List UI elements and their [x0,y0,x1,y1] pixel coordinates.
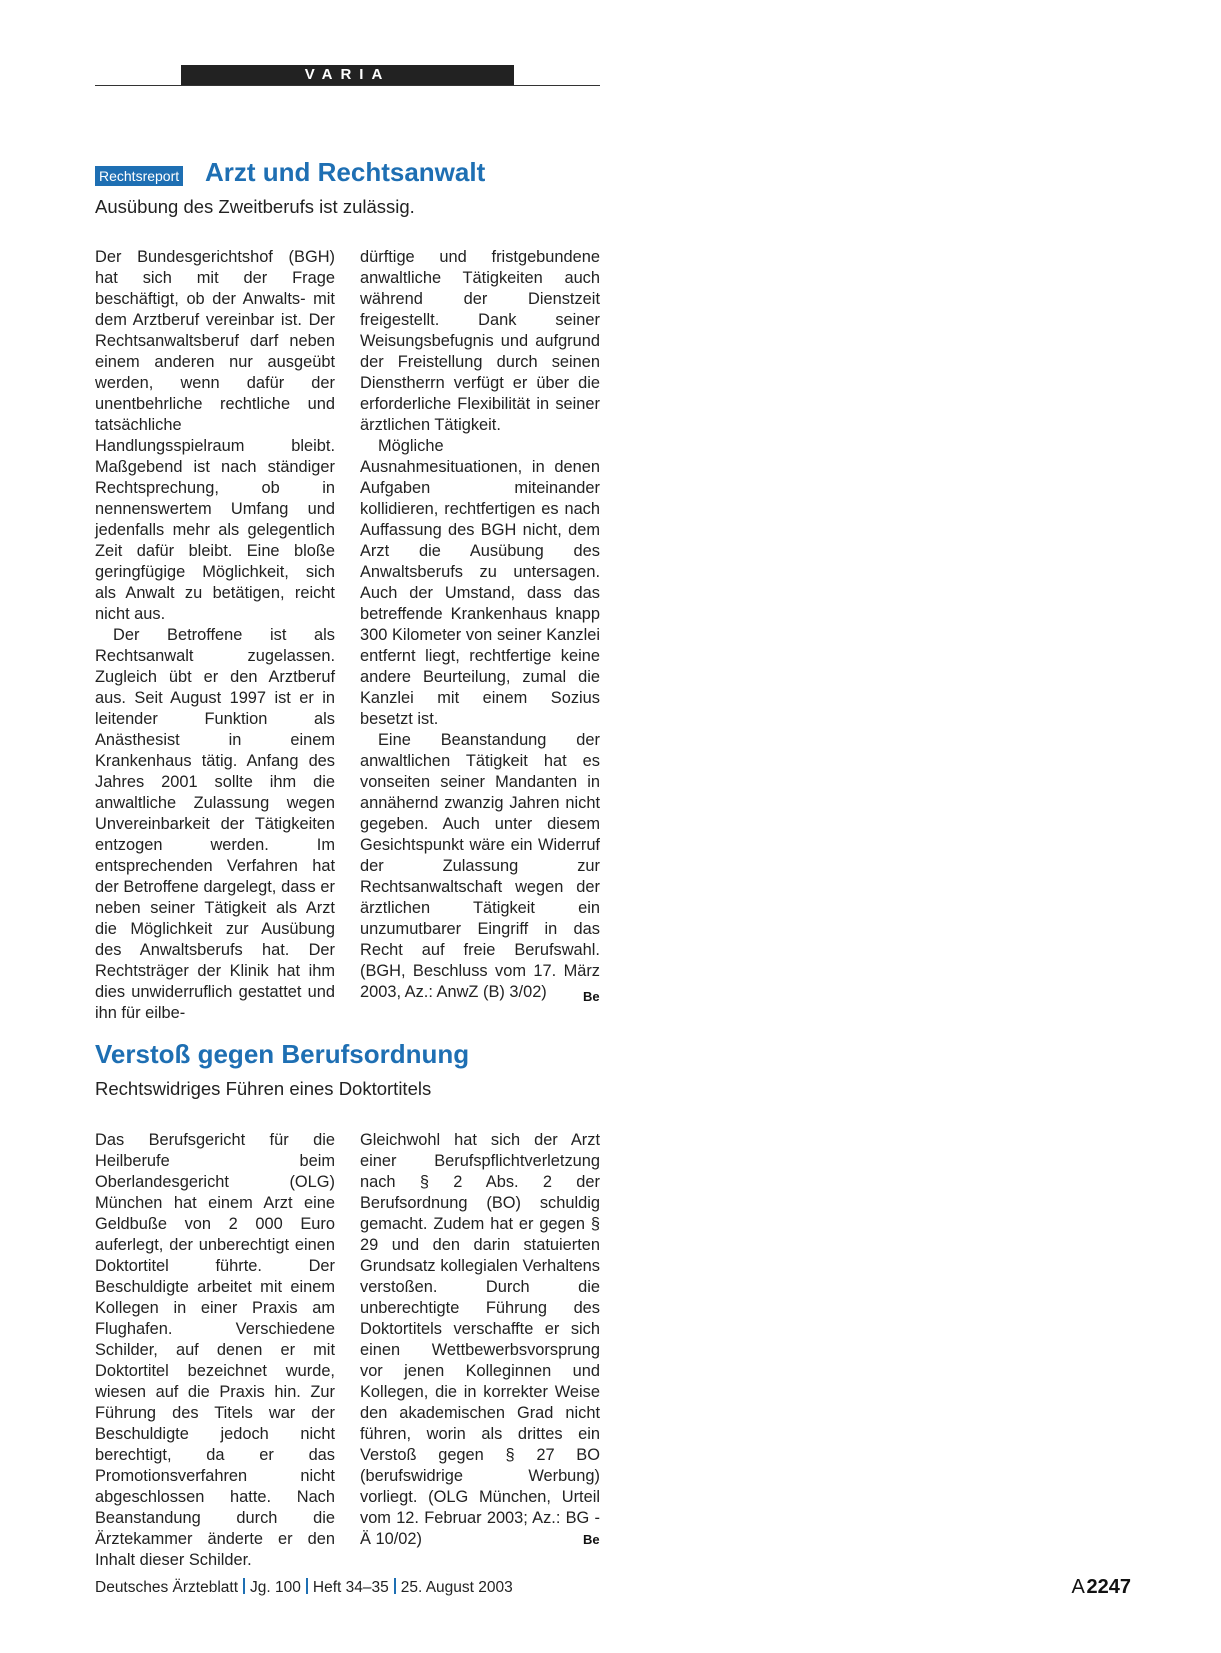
header-rule [95,85,600,86]
rubric-badge: Rechtsreport [95,166,183,186]
article-subtitle: Rechtswidriges Führen eines Doktortitels [95,1078,432,1099]
article-subtitle: Ausübung des Zweitberufs ist zulässig. [95,196,415,217]
footer-separator [243,1578,245,1594]
article-column-right [360,1130,600,1550]
article-title: Verstoß gegen Berufsordnung [95,1039,470,1069]
paragraph: Der Bundesgerichtshof (BGH) hat sich mit der Frage beschäftigt, ob der Anwalts- mit dem Arztberuf vereinbar ist. Der Rechtsanwaltsberuf darf neben einem anderen nur ausgeübt werden, wenn dafür der unentbehrliche rechtliche und tatsächliche Handlungsspielraum bleibt. Maßgebend ist nach ständiger Rechtsprechung, ob in nennenswertem Umfang und jedenfalls mehr als gelegentlich Zeit dafür bleibt. Eine bloße geringfügige Möglichkeit, sich als Anwalt zu betätigen, reicht nicht aus. [95,248,335,623]
paragraph: Eine Beanstandung der anwaltlichen Tätigkeit hat es vonseiten seiner Mandanten in annähernd zwanzig Jahren nicht gegeben. Auch unter diesem Gesichtspunkt wäre ein Widerruf der Zulassung zur Rechtsanwaltschaft wegen der ärztlichen Tätigkeit ein unzumutbarer Eingriff in das Recht auf freie Berufswahl. (BGH, Beschluss vom 17. März 2003, Az.: AnwZ (B) 3/02) [360,731,600,1001]
journal-issue: Heft 34–35 [312,1579,389,1596]
footer-separator [306,1578,308,1594]
page-prefix: A [1071,1576,1085,1598]
article-column-left [95,247,335,1024]
journal-volume: Jg. 100 [250,1579,301,1596]
page-number-value: 2247 [1086,1576,1131,1598]
author-signature: Be [583,989,600,1004]
paragraph: Mögliche Ausnahmesituationen, in denen Aufgaben miteinander kollidieren, rechtfertigen es nach Auffassung des BGH nicht, dem Arzt die Ausübung des Anwaltsberufs zu untersagen. Auch der Umstand, dass das betreffende Krankenhaus knapp 300 Kilometer von seiner Kanzlei entfernt liegt, rechtfertige keine andere Beurteilung, zumal die Kanzlei mit einem Sozius besetzt ist. [360,437,600,728]
section-header: VARIA [181,65,514,85]
paragraph: Der Betroffene ist als Rechtsanwalt zugelassen. Zugleich übt er den Arztberuf aus. Seit August 1997 ist er in leitender Funktion als Anästhesist in einem Krankenhaus tätig. Anfang des Jahres 2001 sollte ihm die anwaltliche Zulassung wegen Unvereinbarkeit der Tätigkeiten entzogen werden. Im entsprechenden Verfahren hat der Betroffene dargelegt, dass er neben seiner Tätigkeit als Arzt die Möglichkeit zur Ausübung des Anwaltsberufs hat. Der Rechtsträger der Klinik hat ihm dies unwiderruflich gestattet und ihn für eilbe- [95,626,335,1022]
page-number [1071,1574,1131,1600]
paragraph: dürftige und fristgebundene anwaltliche Tätigkeiten auch während der Dienstzeit freigestellt. Dank seiner Weisungsbefugnis und aufgrund der Freistellung durch seinen Dienstherrn verfügt er über die erforderliche Flexibilität in seiner ärztlichen Tätigkeit. [360,248,600,434]
issue-date: 25. August 2003 [400,1579,513,1596]
article-column-right [360,247,600,1003]
paragraph: Das Berufsgericht für die Heilberufe beim Oberlandesgericht (OLG) München hat einem Arzt eine Geldbuße von 2 000 Euro auferlegt, der unberechtigt einen Doktortitel führte. Der Beschuldigte arbeitet mit einem Kollegen in einer Praxis am Flughafen. Verschiedene Schilder, auf denen er mit Doktortitel bezeichnet wurde, wiesen auf die Praxis hin. Zur Führung des Titels war der Beschuldigte jedoch nicht berechtigt, da er das Promotionsverfahren nicht abgeschlossen hatte. Nach Beanstandung durch die Ärztekammer änderte er den Inhalt dieser Schilder. [95,1131,335,1569]
author-signature: Be [583,1532,600,1547]
footer-separator [394,1578,396,1594]
journal-name: Deutsches Ärzteblatt [95,1579,239,1596]
article-column-left [95,1130,335,1571]
paragraph: Gleichwohl hat sich der Arzt einer Berufspflichtverletzung nach § 2 Abs. 2 der Berufsordnung (BO) schuldig gemacht. Zudem hat er gegen § 29 und den darin statuierten Grundsatz kollegialen Verhaltens verstoßen. Durch die unberechtigte Führung des Doktortitels verschaffte er sich einen Wettbewerbsvorsprung vor jenen Kolleginnen und Kollegen, die in korrekter Weise den akademischen Grad nicht führen, worin als drittes ein Verstoß gegen § 27 BO (berufswidrige Werbung) vorliegt. (OLG München, Urteil vom 12. Februar 2003; Az.: BG - Ä 10/02) [360,1131,600,1548]
article-title: Arzt und Rechtsanwalt [205,157,486,187]
page-footer [95,1577,513,1599]
